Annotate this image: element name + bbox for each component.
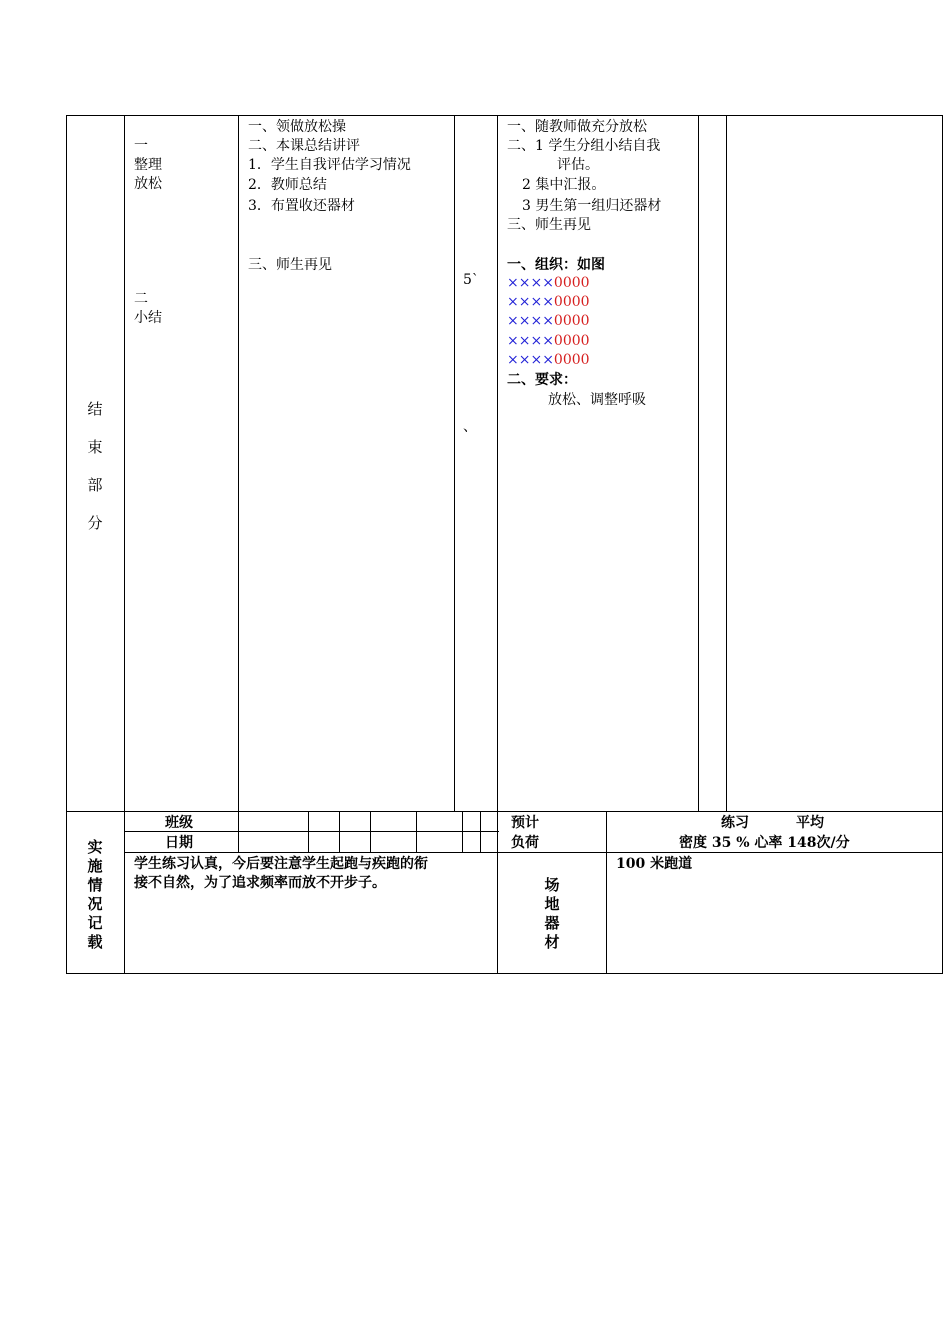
record-label-char: 载 <box>87 933 103 951</box>
table-divider <box>370 811 371 853</box>
formation-row <box>507 293 590 312</box>
formation-crosses: ×××× <box>507 333 554 349</box>
student-line: 2 集中汇报。 <box>522 177 606 193</box>
formation-row <box>507 274 590 293</box>
teacher-line: 2．教师总结 <box>248 177 327 193</box>
record-label-char: 记 <box>87 914 103 932</box>
teacher-line: 一、领做放松操 <box>248 119 346 135</box>
content-part2-line: 小结 <box>134 310 162 326</box>
heart-rate-value: 148 <box>787 835 817 851</box>
record-label-char: 况 <box>87 895 103 913</box>
table-divider <box>726 115 727 812</box>
content-part1-number: 一 <box>134 138 148 154</box>
record-label-char: 实 <box>87 838 103 856</box>
formation-row <box>507 332 590 351</box>
table-divider <box>497 115 498 974</box>
section-label-char: 束 <box>87 438 103 456</box>
table-divider <box>454 115 455 812</box>
student-line: 二、1 学生分组小结自我 <box>507 138 661 154</box>
section-label-char: 结 <box>87 400 103 418</box>
venue-label-char: 场 <box>544 876 560 894</box>
record-text-line: 接不自然，为了追求频率而放不开步子。 <box>134 875 386 891</box>
section-label-char: 部 <box>87 476 103 494</box>
density-label: 密度 <box>679 835 707 851</box>
formation-circles: 0000 <box>553 275 590 291</box>
record-text-line: 学生练习认真，今后要注意学生起跑与疾跑的衔 <box>134 856 428 872</box>
teacher-line: 二、本课总结讲评 <box>248 138 360 154</box>
requirement-text: 放松、调整呼吸 <box>548 392 646 408</box>
time-value: 5` <box>463 272 479 288</box>
table-divider <box>124 115 125 974</box>
table-divider <box>66 811 943 812</box>
teacher-farewell: 三、师生再见 <box>248 257 332 273</box>
venue-value: 100 米跑道 <box>616 856 693 872</box>
content-part2-number: 二 <box>134 291 148 307</box>
requirement-title: 二、要求： <box>507 372 577 388</box>
load-label: 负荷 <box>511 835 539 851</box>
formation-crosses: ×××× <box>507 313 554 329</box>
record-label-char: 施 <box>87 857 103 875</box>
student-line: 3 男生第一组归还器材 <box>522 198 662 214</box>
formation-row <box>507 312 590 331</box>
table-divider <box>238 115 239 853</box>
formation-circles: 0000 <box>553 333 590 349</box>
table-divider <box>480 811 481 853</box>
formation-crosses: ×××× <box>507 294 554 310</box>
student-line: 一、随教师做充分放松 <box>507 119 647 135</box>
student-line: 评估。 <box>557 157 599 173</box>
date-label: 日期 <box>165 835 193 851</box>
practice-label: 练习 <box>721 815 749 831</box>
table-border-left <box>66 115 67 974</box>
density-value: 35 <box>711 835 732 851</box>
table-border-right <box>942 115 943 974</box>
content-part1-line: 整理 <box>134 157 162 173</box>
formation-circles: 0000 <box>553 294 590 310</box>
heart-rate-label: 心率 <box>754 835 783 851</box>
organization-title: 一、组织：如图 <box>507 257 605 273</box>
venue-label-char: 地 <box>544 895 560 913</box>
table-divider <box>339 811 340 853</box>
table-divider <box>462 811 463 853</box>
load-label: 预计 <box>511 815 539 831</box>
content-part1-line: 放松 <box>134 176 162 192</box>
table-border-bottom <box>66 973 943 974</box>
teacher-line: 3．布置收还器材 <box>248 198 355 214</box>
table-divider <box>416 811 417 853</box>
table-divider <box>308 811 309 853</box>
teacher-line: 1．学生自我评估学习情况 <box>248 157 411 173</box>
record-label-char: 情 <box>87 876 103 894</box>
density-heart-rate <box>679 834 850 853</box>
formation-crosses: ×××× <box>507 275 554 291</box>
formation-crosses: ×××× <box>507 352 554 368</box>
average-label: 平均 <box>796 815 824 831</box>
time-mark: 、 <box>463 419 477 435</box>
section-label-char: 分 <box>87 514 103 532</box>
student-line: 三、师生再见 <box>507 217 591 233</box>
venue-label-char: 器 <box>544 914 560 932</box>
table-border-top <box>66 115 943 116</box>
venue-label-char: 材 <box>544 933 560 951</box>
density-unit: % <box>736 835 750 851</box>
formation-circles: 0000 <box>553 352 590 368</box>
class-label: 班级 <box>165 815 193 831</box>
formation-row <box>507 351 590 370</box>
formation-circles: 0000 <box>553 313 590 329</box>
table-divider <box>698 115 699 812</box>
heart-rate-unit: 次/分 <box>816 835 850 851</box>
table-divider <box>606 811 607 974</box>
